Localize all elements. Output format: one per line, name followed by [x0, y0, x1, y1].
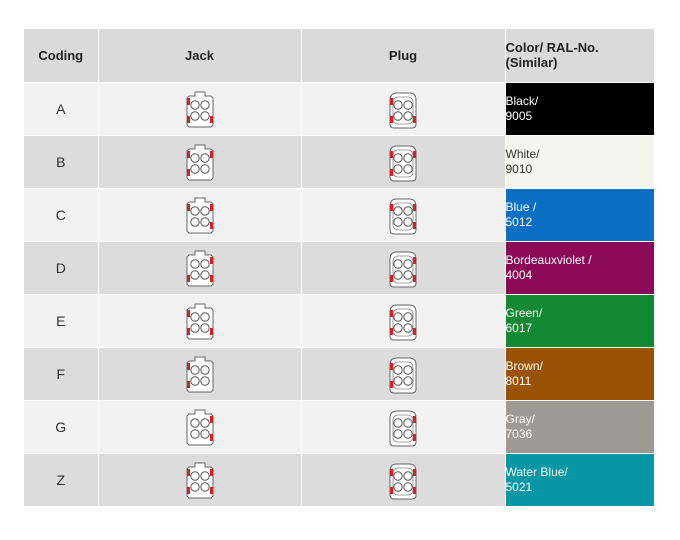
connector-jack-icon [183, 300, 217, 342]
coding-letter: B [24, 135, 98, 188]
connector-plug-icon [386, 247, 420, 289]
color-swatch [505, 347, 654, 400]
header-row [24, 29, 654, 82]
ral-number: 6017 [505, 320, 533, 335]
table-row [24, 82, 654, 135]
connector-plug-icon [386, 300, 420, 342]
plug-cell [301, 135, 505, 188]
connector-plug-icon [386, 194, 420, 236]
plug-cell [301, 400, 505, 453]
color-swatch [505, 400, 654, 453]
coding-letter: E [24, 294, 98, 347]
color-swatch [505, 82, 654, 135]
connector-jack-icon [183, 353, 217, 395]
plug-cell [301, 294, 505, 347]
jack-cell [98, 188, 301, 241]
table-row [24, 241, 654, 294]
color-name: Gray/ [505, 411, 535, 426]
jack-cell [98, 135, 301, 188]
coding-table [24, 29, 654, 506]
plug-cell [301, 241, 505, 294]
coding-letter: C [24, 188, 98, 241]
color-swatch [505, 294, 654, 347]
table-row [24, 347, 654, 400]
connector-jack-icon [183, 247, 217, 289]
header-coding: Coding [24, 29, 98, 82]
jack-cell [98, 347, 301, 400]
connector-plug-icon [386, 406, 420, 448]
color-name: Water Blue/ [505, 464, 568, 479]
plug-cell [301, 347, 505, 400]
table-row [24, 294, 654, 347]
color-swatch [505, 188, 654, 241]
color-name: Brown/ [505, 358, 543, 373]
connector-jack-icon [183, 88, 217, 130]
connector-jack-icon [183, 141, 217, 183]
connector-jack-icon [183, 459, 217, 501]
ral-number: 4004 [505, 267, 533, 282]
jack-cell [98, 82, 301, 135]
coding-letter: Z [24, 453, 98, 506]
color-name: Blue / [505, 199, 537, 214]
ral-number: 9005 [505, 108, 533, 123]
connector-jack-icon [183, 406, 217, 448]
header-color [505, 29, 654, 82]
plug-cell [301, 453, 505, 506]
plug-cell [301, 82, 505, 135]
header-jack: Jack [98, 29, 301, 82]
color-name: Green/ [505, 305, 543, 320]
color-name: White/ [505, 146, 540, 161]
jack-cell [98, 453, 301, 506]
color-name: Black/ [505, 93, 539, 108]
header-plug: Plug [301, 29, 505, 82]
ral-number: 8011 [505, 373, 532, 388]
coding-letter: D [24, 241, 98, 294]
connector-plug-icon [386, 88, 420, 130]
ral-number: 7036 [505, 426, 533, 441]
table-row [24, 188, 654, 241]
coding-letter: A [24, 82, 98, 135]
color-swatch [505, 135, 654, 188]
color-name: Bordeauxviolet / [505, 252, 592, 267]
plug-cell [301, 188, 505, 241]
connector-plug-icon [386, 353, 420, 395]
ral-number: 9010 [505, 161, 533, 176]
header-color-line1: Color/ RAL-No. [505, 40, 599, 56]
jack-cell [98, 294, 301, 347]
connector-jack-icon [183, 194, 217, 236]
ral-number: 5021 [505, 479, 533, 494]
table-row [24, 135, 654, 188]
ral-number: 5012 [505, 214, 533, 229]
color-swatch [505, 453, 654, 506]
jack-cell [98, 241, 301, 294]
connector-plug-icon [386, 459, 420, 501]
color-swatch [505, 241, 654, 294]
table-row [24, 400, 654, 453]
coding-letter: F [24, 347, 98, 400]
coding-letter: G [24, 400, 98, 453]
connector-plug-icon [386, 141, 420, 183]
jack-cell [98, 400, 301, 453]
header-color-line2: (Similar) [505, 55, 558, 71]
table-row [24, 453, 654, 506]
